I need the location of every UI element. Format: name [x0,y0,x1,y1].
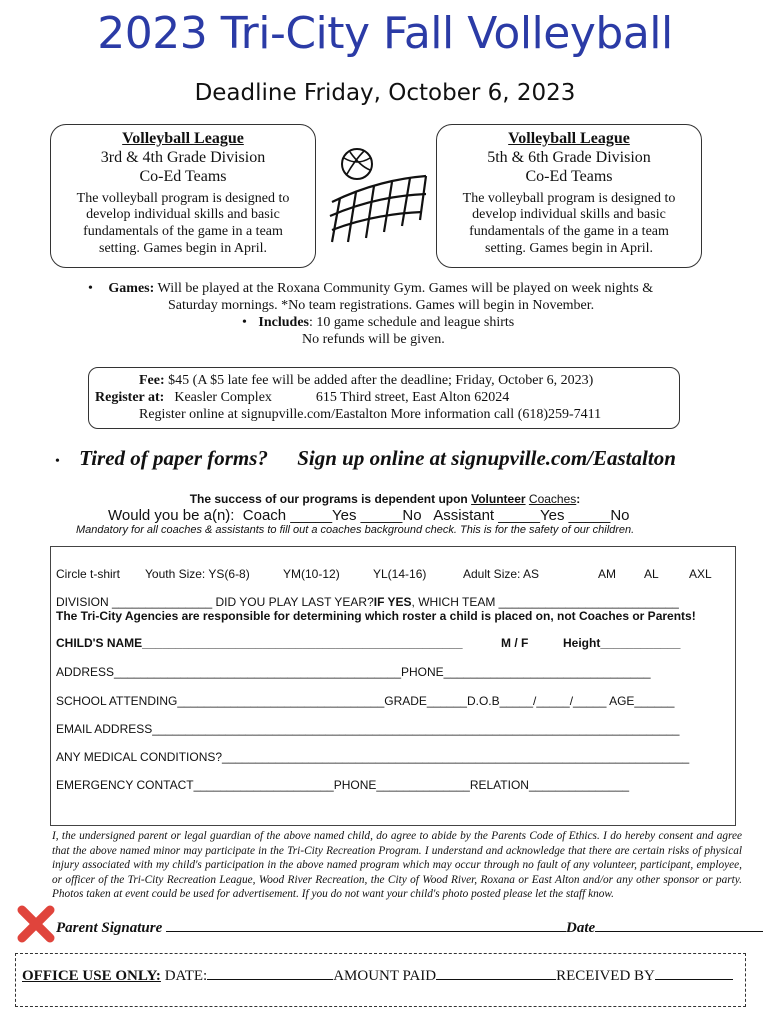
height-field[interactable]: Height____________ [563,636,681,650]
email-field[interactable]: EMAIL ADDRESS_______________________________________________________________________________ [56,722,680,736]
left-box-text: The volleyball program is designed to develop individual skills and basic fundamentals of the game in a team setting. Games begin in April. [76,190,290,256]
register-label: Register at: [95,390,165,405]
child-name-field[interactable]: CHILD'S NAME________________________________________________ [56,636,463,650]
includes-label: Includes [258,315,309,330]
emergency-field[interactable]: EMERGENCY CONTACT_____________________PHONE______________RELATION_______________ [56,778,630,792]
games-line2: Saturday mornings. *No team registrations. Games will begin in November. [168,298,595,313]
games-line1: Will be played at the Roxana Community Gym. Games will be played on week nights & [157,281,654,296]
right-division-box [436,124,702,268]
left-box-heading: Volleyball League [122,130,244,147]
fee-box [88,367,680,429]
size-al[interactable]: AL [644,567,659,581]
refund-note: No refunds will be given. [302,332,445,347]
volunteer-word: Volunteer [471,492,526,506]
size-yl[interactable]: YL(14-16) [373,567,427,581]
size-as[interactable]: Adult Size: AS [463,567,540,581]
office-label: OFFICE USE ONLY: [22,968,161,984]
division-field[interactable] [56,595,679,609]
sign-here-x-icon [16,904,56,944]
games-label: Games: [108,281,155,296]
volleyball-net-icon [322,142,432,252]
size-axl[interactable]: AXL [689,567,712,581]
office-amount: AMOUNT PAID [333,968,437,984]
size-ys[interactable]: Youth Size: YS(6-8) [145,567,250,581]
left-division-box [50,124,316,268]
signature-label: Parent Signature [56,920,163,936]
size-ym[interactable]: YM(10-12) [283,567,340,581]
fee-label: Fee: [139,373,165,388]
volunteer-heading [0,492,770,506]
right-box-heading: Volleyball League [508,130,630,147]
office-received: RECEIVED BY [556,968,655,984]
division-text: DIVISION _______________ DID YOU PLAY LAST YEAR? [56,595,374,609]
school-field[interactable]: SCHOOL ATTENDING_______________________________GRADE______D.O.B_____/_____/_____ AGE______ [56,694,675,708]
right-box-division: 5th & 6th Grade Division [487,149,651,167]
mandatory-note: Mandatory for all coaches & assistants to fill out a coaches background check. This is for the safety of our children. [76,524,635,536]
signature-line[interactable] [56,920,763,937]
tired-text: Tired of paper forms? [79,446,268,470]
page-title: 2023 Tri-City Fall Volleyball [97,8,673,59]
right-box-teams: Co-Ed Teams [525,168,613,186]
register-venue: Keasler Complex [174,390,272,405]
if-yes-text: IF YES [373,595,412,609]
volunteer-lead: The success of our programs is dependent upon [189,492,472,506]
coach-question: Would you be a(n): Coach _____Yes _____No Assistant _____Yes _____No [108,507,630,524]
registration-form [50,546,736,826]
includes-bullet: • Includes: 10 game schedule and league shirts [242,315,515,330]
office-date: DATE: [160,968,208,984]
games-bullet: • Games: Will be played at the Roxana Community Gym. Games will be played on week nights & Saturday mornings. *No team registrations. Games will begin in November. [88,280,738,314]
left-box-teams: Co-Ed Teams [139,168,227,186]
office-use-box [15,953,746,1007]
legal-consent: I, the undersigned parent or legal guardian of the above named child, do agree to abide by the Parents Code of Ethics. I do hereby consent and agree that the above named minor may participate in the Tri-City Recreation Program. I understand and acknowledge that there are certain risks of physical injury associated with my child's participation in the above named program which may occur through no fault of any volunteer, participant, employee, or officer of the Tri-City Recreation League, Wood River Recreation, the City of Wood River, Roxana or East Alton and/or any other sponsor or party. Photos taken at event could be used for advertisement. If you do not want your child's photo posted please let the staff know. [52,830,742,900]
address-field[interactable]: ADDRESS___________________________________________PHONE_______________________________ [56,665,651,679]
register-online: Register online at signupville.com/Eastalton More information call (618)259-7411 [139,407,602,422]
volunteer-colon: : [576,492,581,506]
tricity-note: The Tri-City Agencies are responsible for determining which roster a child is placed on, not Coaches or Parents! [56,609,696,623]
tired-line: • Tired of paper forms? Sign up online at signupville.com/Eastalton [55,446,676,470]
medical-field[interactable]: ANY MEDICAL CONDITIONS?______________________________________________________________________ [56,750,690,764]
includes-text: : 10 game schedule and league shirts [308,315,515,330]
coaches-word: Coaches [528,492,577,506]
tshirt-label: Circle t-shirt [56,567,121,581]
left-box-division: 3rd & 4th Grade Division [100,149,266,167]
date-label: Date [566,920,596,936]
right-box-text: The volleyball program is designed to develop individual skills and basic fundamentals of the game in a team setting. Games begin in April. [462,190,676,256]
deadline-heading: Deadline Friday, October 6, 2023 [194,80,576,106]
register-address: 615 Third street, East Alton 62024 [315,390,510,405]
fee-text: $45 (A $5 late fee will be added after the deadline; Friday, October 6, 2023) [168,373,594,388]
gender-field[interactable]: M / F [501,636,529,650]
size-am[interactable]: AM [598,567,616,581]
signup-text: Sign up online at signupville.com/Eastalton [297,446,676,470]
which-team-text: , WHICH TEAM ___________________________ [411,595,679,609]
